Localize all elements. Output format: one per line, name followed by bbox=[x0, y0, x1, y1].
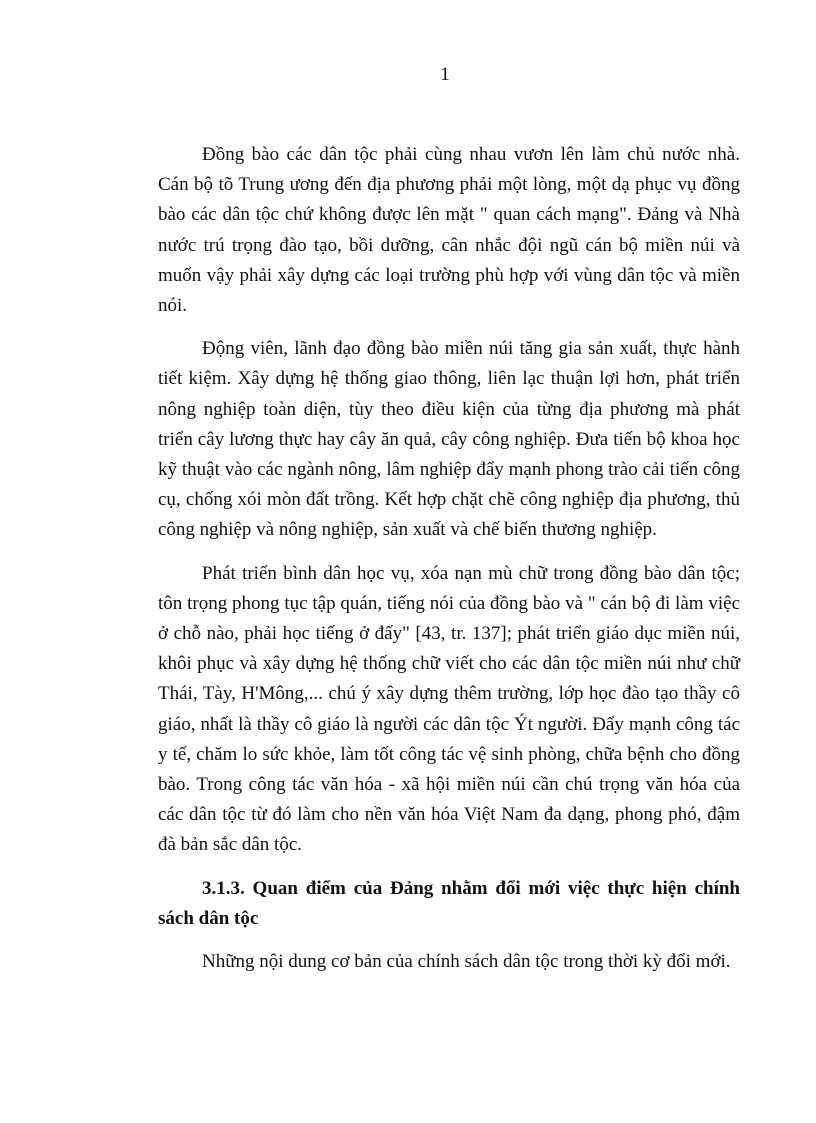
document-body bbox=[158, 140, 740, 990]
body-paragraph: Những nội dung cơ bản của chính sách dân tộc trong thời kỳ đổi mới. bbox=[202, 951, 731, 973]
body-paragraph: Động viên, lãnh đạo đồng bào miền núi tăng gia sản xuất, thực hành tiết kiệm. Xây dựng hệ thống giao thông, liên lạc thuận lợi hơn, phát triển nông nghiệp toàn diện, tùy theo điều kiện của từng địa phương mà phát triển cây lương thực hay cây ăn quả, cây công nghiệp. Đưa tiến bộ khoa học kỹ thuật vào các ngành nông, lâm nghiệp đẩy mạnh phong trào cải tiến công cụ, chống xói mòn đất trồng. Kết hợp chặt chẽ công nghiệp địa phương, thủ công nghiệp và nông nghiệp, sản xuất và chế biến thương nghiệp. bbox=[158, 338, 740, 541]
page-number: 1 bbox=[440, 64, 450, 85]
body-paragraph: Đồng bào các dân tộc phải cùng nhau vươn lên làm chủ nước nhà. Cán bộ tõ Trung ương đến địa phương phải một lòng, một dạ phục vụ đồng bào các dân tộc chứ không được lên mặt " quan cách mạng". Đảng và Nhà nước trú trọng đào tạo, bồi dưỡng, cân nhắc đội ngũ cán bộ miền núi và muốn vậy phải xây dựng các loại trường phù hợp với vùng dân tộc và miền nói. bbox=[158, 144, 740, 317]
section-heading: 3.1.3. Quan điểm của Đảng nhằm đổi mới việc thực hiện chính sách dân tộc bbox=[158, 877, 740, 929]
body-paragraph: Phát triển bình dân học vụ, xóa nạn mù chữ trong đồng bào dân tộc; tôn trọng phong tục tập quán, tiếng nói của đồng bào và " cán bộ đi làm việc ở chỗ nào, phải học tiếng ở đấy" [43, tr. 137]; phát triển giáo dục miền núi, khôi phục và xây dựng hệ thống chữ viết cho các dân tộc miền núi như chữ Thái, Tày, H'Mông,... chú ý xây dựng thêm trường, lớp học đào tạo thầy cô giáo, nhất là thầy cô giáo là người các dân tộc Ýt người. Đẩy mạnh công tác y tế, chăm lo sức khỏe, làm tốt công tác vệ sinh phòng, chữa bệnh cho đồng bào. Trong công tác văn hóa - xã hội miền núi cần chú trọng văn hóa của các dân tộc từ đó làm cho nền văn hóa Việt Nam đa dạng, phong phó, đậm đà bản sắc dân tộc. bbox=[158, 562, 740, 856]
